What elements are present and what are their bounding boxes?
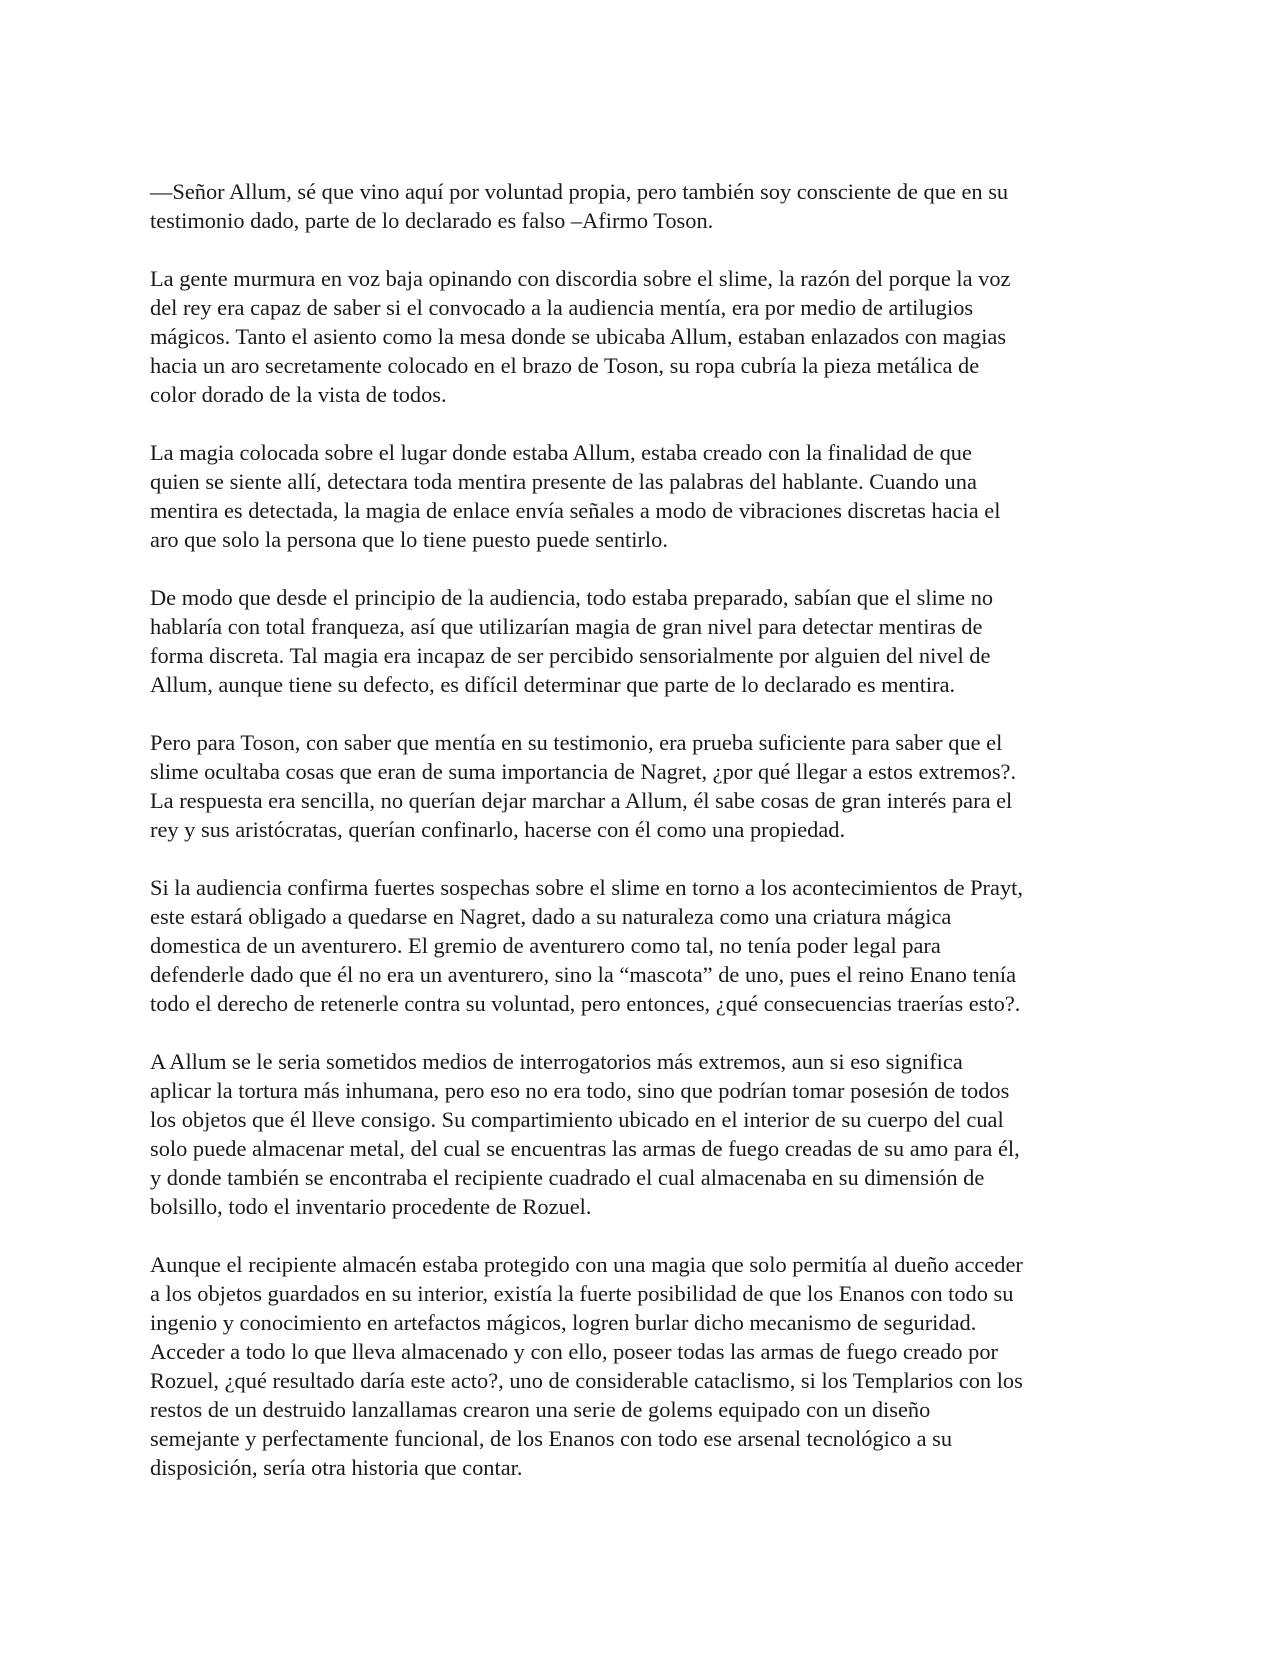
paragraph-2: La gente murmura en voz baja opinando con discordia sobre el slime, la razón del porque la voz del rey era capaz de saber si el convocado a la audiencia mentía, era por medio de artilugios mágicos. Tanto el asiento como la mesa donde se ubicaba Allum, estaban enlazados con magias hacia un aro secretamente colocado en el brazo de Toson, su ropa cubría la pieza metálica de color dorado de la vista de todos. <box>150 266 1011 407</box>
document-page <box>150 177 1135 1511</box>
paragraph-3: La magia colocada sobre el lugar donde estaba Allum, estaba creado con la finalidad de que quien se siente allí, detectara toda mentira presente de las palabras del hablante. Cuando una mentira es detectada, la magia de enlace envía señales a modo de vibraciones discretas hacia el aro que solo la persona que lo tiene puesto puede sentirlo. <box>150 440 1001 552</box>
paragraph-7: A Allum se le seria sometidos medios de interrogatorios más extremos, aun si eso significa aplicar la tortura más inhumana, pero eso no era todo, sino que podrían tomar posesión de todos los objetos que él lleve consigo. Su compartimiento ubicado en el interior de su cuerpo del cual solo puede almacenar metal, del cual se encuentras las armas de fuego creadas de su amo para él, y donde también se encontraba el recipiente cuadrado el cual almacenaba en su dimensión de bolsillo, todo el inventario procedente de Rozuel. <box>150 1049 1020 1219</box>
paragraph-4: De modo que desde el principio de la audiencia, todo estaba preparado, sabían que el slime no hablaría con total franqueza, así que utilizarían magia de gran nivel para detectar mentiras de forma discreta. Tal magia era incapaz de ser percibido sensorialmente por alguien del nivel de Allum, aunque tiene su defecto, es difícil determinar que parte de lo declarado es mentira. <box>150 585 994 697</box>
paragraph-8: Aunque el recipiente almacén estaba protegido con una magia que solo permitía al dueño acceder a los objetos guardados en su interior, existía la fuerte posibilidad de que los Enanos con todo su ingenio y conocimiento en artefactos mágicos, logren burlar dicho mecanismo de seguridad. Acceder a todo lo que lleva almacenado y con ello, poseer todas las armas de fuego creado por Rozuel, ¿qué resultado daría este acto?, uno de considerable cataclismo, si los Templarios con los restos de un destruido lanzallamas crearon una serie de golems equipado con un diseño semejante y perfectamente funcional, de los Enanos con todo ese arsenal tecnológico a su disposición, sería otra historia que contar. <box>150 1252 1023 1480</box>
paragraph-6: Si la audiencia confirma fuertes sospechas sobre el slime en torno a los acontecimientos de Prayt, este estará obligado a quedarse en Nagret, dado a su naturaleza como una criatura mágica domestica de un aventurero. El gremio de aventurero como tal, no tenía poder legal para defenderle dado que él no era un aventurero, sino la “mascota” de uno, pues el reino Enano tenía todo el derecho de retenerle contra su voluntad, pero entonces, ¿qué consecuencias traerías esto?. <box>150 875 1023 1016</box>
paragraph-5: Pero para Toson, con saber que mentía en su testimonio, era prueba suficiente para saber que el slime ocultaba cosas que eran de suma importancia de Nagret, ¿por qué llegar a estos extremos?. La respuesta era sencilla, no querían dejar marchar a Allum, él sabe cosas de gran interés para el rey y sus aristócratas, querían confinarlo, hacerse con él como una propiedad. <box>150 730 1017 842</box>
paragraph-1: —Señor Allum, sé que vino aquí por voluntad propia, pero también soy consciente de que en su testimonio dado, parte de lo declarado es falso –Afirmo Toson. <box>150 179 1009 233</box>
